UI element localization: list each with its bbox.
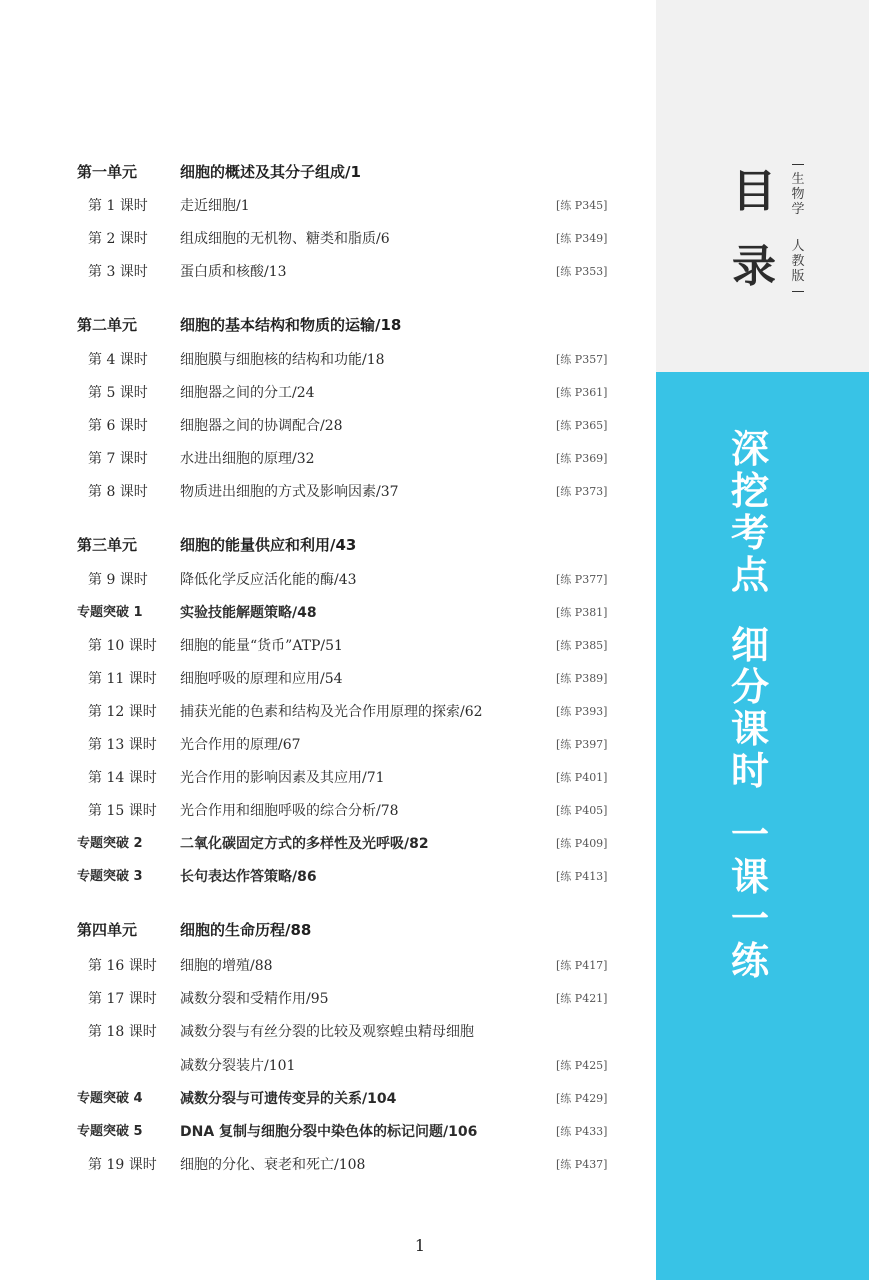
toc-entry-label: 第 18 课时 bbox=[88, 1024, 157, 1040]
toc-lesson-row[interactable] bbox=[0, 225, 640, 253]
toc-entry-title: 光合作用的影响因素及其应用/71 bbox=[180, 770, 385, 786]
toc-lesson-row[interactable] bbox=[0, 797, 640, 825]
slogan-line-2: 细分课时 bbox=[730, 623, 769, 793]
toc-entry-title: 减数分裂装片/101 bbox=[180, 1058, 296, 1074]
subtitle-rule-bottom bbox=[792, 291, 804, 292]
toc-lesson-row[interactable] bbox=[0, 346, 640, 374]
toc-practice-ref: [练 P381] bbox=[556, 606, 608, 619]
toc-entry-label: 第 1 课时 bbox=[88, 198, 148, 214]
toc-entry-label: 第 6 课时 bbox=[88, 418, 148, 434]
subtitle-rule-top bbox=[792, 164, 804, 165]
toc-practice-ref: [练 P397] bbox=[556, 738, 608, 751]
toc-practice-ref: [练 P393] bbox=[556, 705, 608, 718]
toc-entry-label: 第 8 课时 bbox=[88, 484, 148, 500]
toc-entry-title: 实验技能解题策略/48 bbox=[180, 605, 317, 621]
toc-entry-label: 第 10 课时 bbox=[88, 638, 157, 654]
toc-unit-row[interactable] bbox=[0, 531, 640, 559]
toc-practice-ref: [练 P365] bbox=[556, 419, 608, 432]
contents-title-char-2: 录 bbox=[732, 241, 776, 292]
toc-lesson-row[interactable] bbox=[0, 1018, 640, 1046]
toc-practice-ref: [练 P385] bbox=[556, 639, 608, 652]
toc-practice-ref: [练 P389] bbox=[556, 672, 608, 685]
toc-practice-ref: [练 P373] bbox=[556, 485, 608, 498]
toc-entry-title: 细胞的增殖/88 bbox=[180, 958, 273, 974]
toc-entry-label: 第一单元 bbox=[77, 163, 138, 181]
toc-entry-label: 第四单元 bbox=[77, 921, 138, 939]
toc-lesson-row[interactable] bbox=[0, 478, 640, 506]
toc-entry-title: 降低化学反应活化能的酶/43 bbox=[180, 572, 357, 588]
toc-entry-title: 光合作用和细胞呼吸的综合分析/78 bbox=[180, 803, 399, 819]
toc-lesson-row[interactable] bbox=[0, 952, 640, 980]
toc-practice-ref: [练 P417] bbox=[556, 959, 608, 972]
toc-lesson-row[interactable] bbox=[0, 192, 640, 220]
toc-entry-title: 细胞的概述及其分子组成/1 bbox=[180, 163, 361, 181]
toc-special-row[interactable] bbox=[0, 1085, 640, 1113]
toc-continuation-row[interactable] bbox=[0, 1052, 640, 1080]
toc-lesson-row[interactable] bbox=[0, 445, 640, 473]
toc-entry-label: 第 11 课时 bbox=[88, 671, 157, 687]
toc-lesson-row[interactable] bbox=[0, 258, 640, 286]
toc-practice-ref: [练 P349] bbox=[556, 232, 608, 245]
toc-unit-row[interactable] bbox=[0, 158, 640, 186]
side-panel-divider bbox=[642, 0, 656, 1280]
toc-entry-label: 第 5 课时 bbox=[88, 385, 148, 401]
toc-entry-title: 细胞器之间的分工/24 bbox=[180, 385, 315, 401]
toc-entry-label: 第 16 课时 bbox=[88, 958, 157, 974]
toc-practice-ref: [练 P361] bbox=[556, 386, 608, 399]
toc-entry-title: 细胞的生命历程/88 bbox=[180, 921, 312, 939]
toc-lesson-row[interactable] bbox=[0, 665, 640, 693]
toc-entry-title: 减数分裂和受精作用/95 bbox=[180, 991, 329, 1007]
toc-entry-title: 二氧化碳固定方式的多样性及光呼吸/82 bbox=[180, 836, 429, 852]
toc-practice-ref: [练 P401] bbox=[556, 771, 608, 784]
toc-entry-title: 细胞器之间的协调配合/28 bbox=[180, 418, 343, 434]
toc-entry-label: 第二单元 bbox=[77, 316, 138, 334]
toc-entry-label: 第 7 课时 bbox=[88, 451, 148, 467]
toc-practice-ref: [练 P437] bbox=[556, 1158, 608, 1171]
toc-lesson-row[interactable] bbox=[0, 731, 640, 759]
toc-practice-ref: [练 P409] bbox=[556, 837, 608, 850]
toc-practice-ref: [练 P377] bbox=[556, 573, 608, 586]
toc-lesson-row[interactable] bbox=[0, 1151, 640, 1179]
toc-entry-title: 长句表达作答策略/86 bbox=[180, 869, 317, 885]
toc-special-row[interactable] bbox=[0, 863, 640, 891]
toc-entry-title: 细胞膜与细胞核的结构和功能/18 bbox=[180, 352, 385, 368]
toc-entry-label: 专题突破 2 bbox=[77, 836, 143, 851]
toc-lesson-row[interactable] bbox=[0, 566, 640, 594]
toc-special-row[interactable] bbox=[0, 599, 640, 627]
toc-entry-label: 第 3 课时 bbox=[88, 264, 148, 280]
toc-entry-label: 专题突破 1 bbox=[77, 605, 143, 620]
toc-entry-title: 细胞的能量供应和利用/43 bbox=[180, 536, 357, 554]
toc-entry-label: 第三单元 bbox=[77, 536, 138, 554]
toc-practice-ref: [练 P425] bbox=[556, 1059, 608, 1072]
toc-lesson-row[interactable] bbox=[0, 379, 640, 407]
toc-practice-ref: [练 P369] bbox=[556, 452, 608, 465]
toc-practice-ref: [练 P429] bbox=[556, 1092, 608, 1105]
toc-practice-ref: [练 P353] bbox=[556, 265, 608, 278]
toc-practice-ref: [练 P357] bbox=[556, 353, 608, 366]
toc-practice-ref: [练 P421] bbox=[556, 992, 608, 1005]
toc-entry-label: 第 2 课时 bbox=[88, 231, 148, 247]
toc-entry-label: 第 19 课时 bbox=[88, 1157, 157, 1173]
toc-entry-label: 第 9 课时 bbox=[88, 572, 148, 588]
slogan-line-1: 深挖考点 bbox=[730, 427, 769, 597]
toc-entry-label: 专题突破 4 bbox=[77, 1091, 143, 1106]
toc-entry-label: 第 14 课时 bbox=[88, 770, 157, 786]
toc-special-row[interactable] bbox=[0, 830, 640, 858]
toc-entry-title: 细胞呼吸的原理和应用/54 bbox=[180, 671, 343, 687]
toc-entry-title: 细胞的分化、衰老和死亡/108 bbox=[180, 1157, 366, 1173]
toc-practice-ref: [练 P405] bbox=[556, 804, 608, 817]
toc-entry-title: 光合作用的原理/67 bbox=[180, 737, 301, 753]
toc-practice-ref: [练 P345] bbox=[556, 199, 608, 212]
toc-practice-ref: [练 P413] bbox=[556, 870, 608, 883]
toc-entry-label: 第 17 课时 bbox=[88, 991, 157, 1007]
toc-entry-title: 物质进出细胞的方式及影响因素/37 bbox=[180, 484, 399, 500]
toc-entry-title: DNA 复制与细胞分裂中染色体的标记问题/106 bbox=[180, 1124, 478, 1140]
subject-edition-label bbox=[788, 160, 808, 295]
toc-lesson-row[interactable] bbox=[0, 412, 640, 440]
toc-entry-title: 捕获光能的色素和结构及光合作用原理的探索/62 bbox=[180, 704, 483, 720]
toc-entry-title: 细胞的基本结构和物质的运输/18 bbox=[180, 316, 402, 334]
toc-lesson-row[interactable] bbox=[0, 698, 640, 726]
slogan-line-3: 一课一练 bbox=[730, 813, 769, 983]
toc-lesson-row[interactable] bbox=[0, 632, 640, 660]
toc-entry-title: 蛋白质和核酸/13 bbox=[180, 264, 287, 280]
page-number: 1 bbox=[414, 1236, 426, 1255]
edition-label: 人教版 bbox=[791, 239, 805, 284]
toc-unit-row[interactable] bbox=[0, 916, 640, 944]
toc-lesson-row[interactable] bbox=[0, 985, 640, 1013]
toc-entry-label: 专题突破 5 bbox=[77, 1124, 143, 1139]
toc-entry-title: 走近细胞/1 bbox=[180, 198, 250, 214]
toc-entry-title: 减数分裂与可遗传变异的关系/104 bbox=[180, 1091, 397, 1107]
toc-lesson-row[interactable] bbox=[0, 764, 640, 792]
toc-entry-title: 水进出细胞的原理/32 bbox=[180, 451, 315, 467]
toc-entry-title: 减数分裂与有丝分裂的比较及观察蝗虫精母细胞 bbox=[180, 1024, 474, 1040]
contents-title-char-1: 目 bbox=[732, 166, 776, 217]
toc-entry-label: 第 15 课时 bbox=[88, 803, 157, 819]
toc-entry-label: 第 12 课时 bbox=[88, 704, 157, 720]
toc-entry-title: 组成细胞的无机物、糖类和脂质/6 bbox=[180, 231, 390, 247]
toc-unit-row[interactable] bbox=[0, 311, 640, 339]
subject-label: 生物学 bbox=[791, 172, 805, 217]
toc-entry-title: 细胞的能量“货币”ATP/51 bbox=[180, 638, 343, 654]
toc-entry-label: 第 13 课时 bbox=[88, 737, 157, 753]
toc-entry-label: 第 4 课时 bbox=[88, 352, 148, 368]
toc-entry-label: 专题突破 3 bbox=[77, 869, 143, 884]
toc-practice-ref: [练 P433] bbox=[556, 1125, 608, 1138]
toc-special-row[interactable] bbox=[0, 1118, 640, 1146]
